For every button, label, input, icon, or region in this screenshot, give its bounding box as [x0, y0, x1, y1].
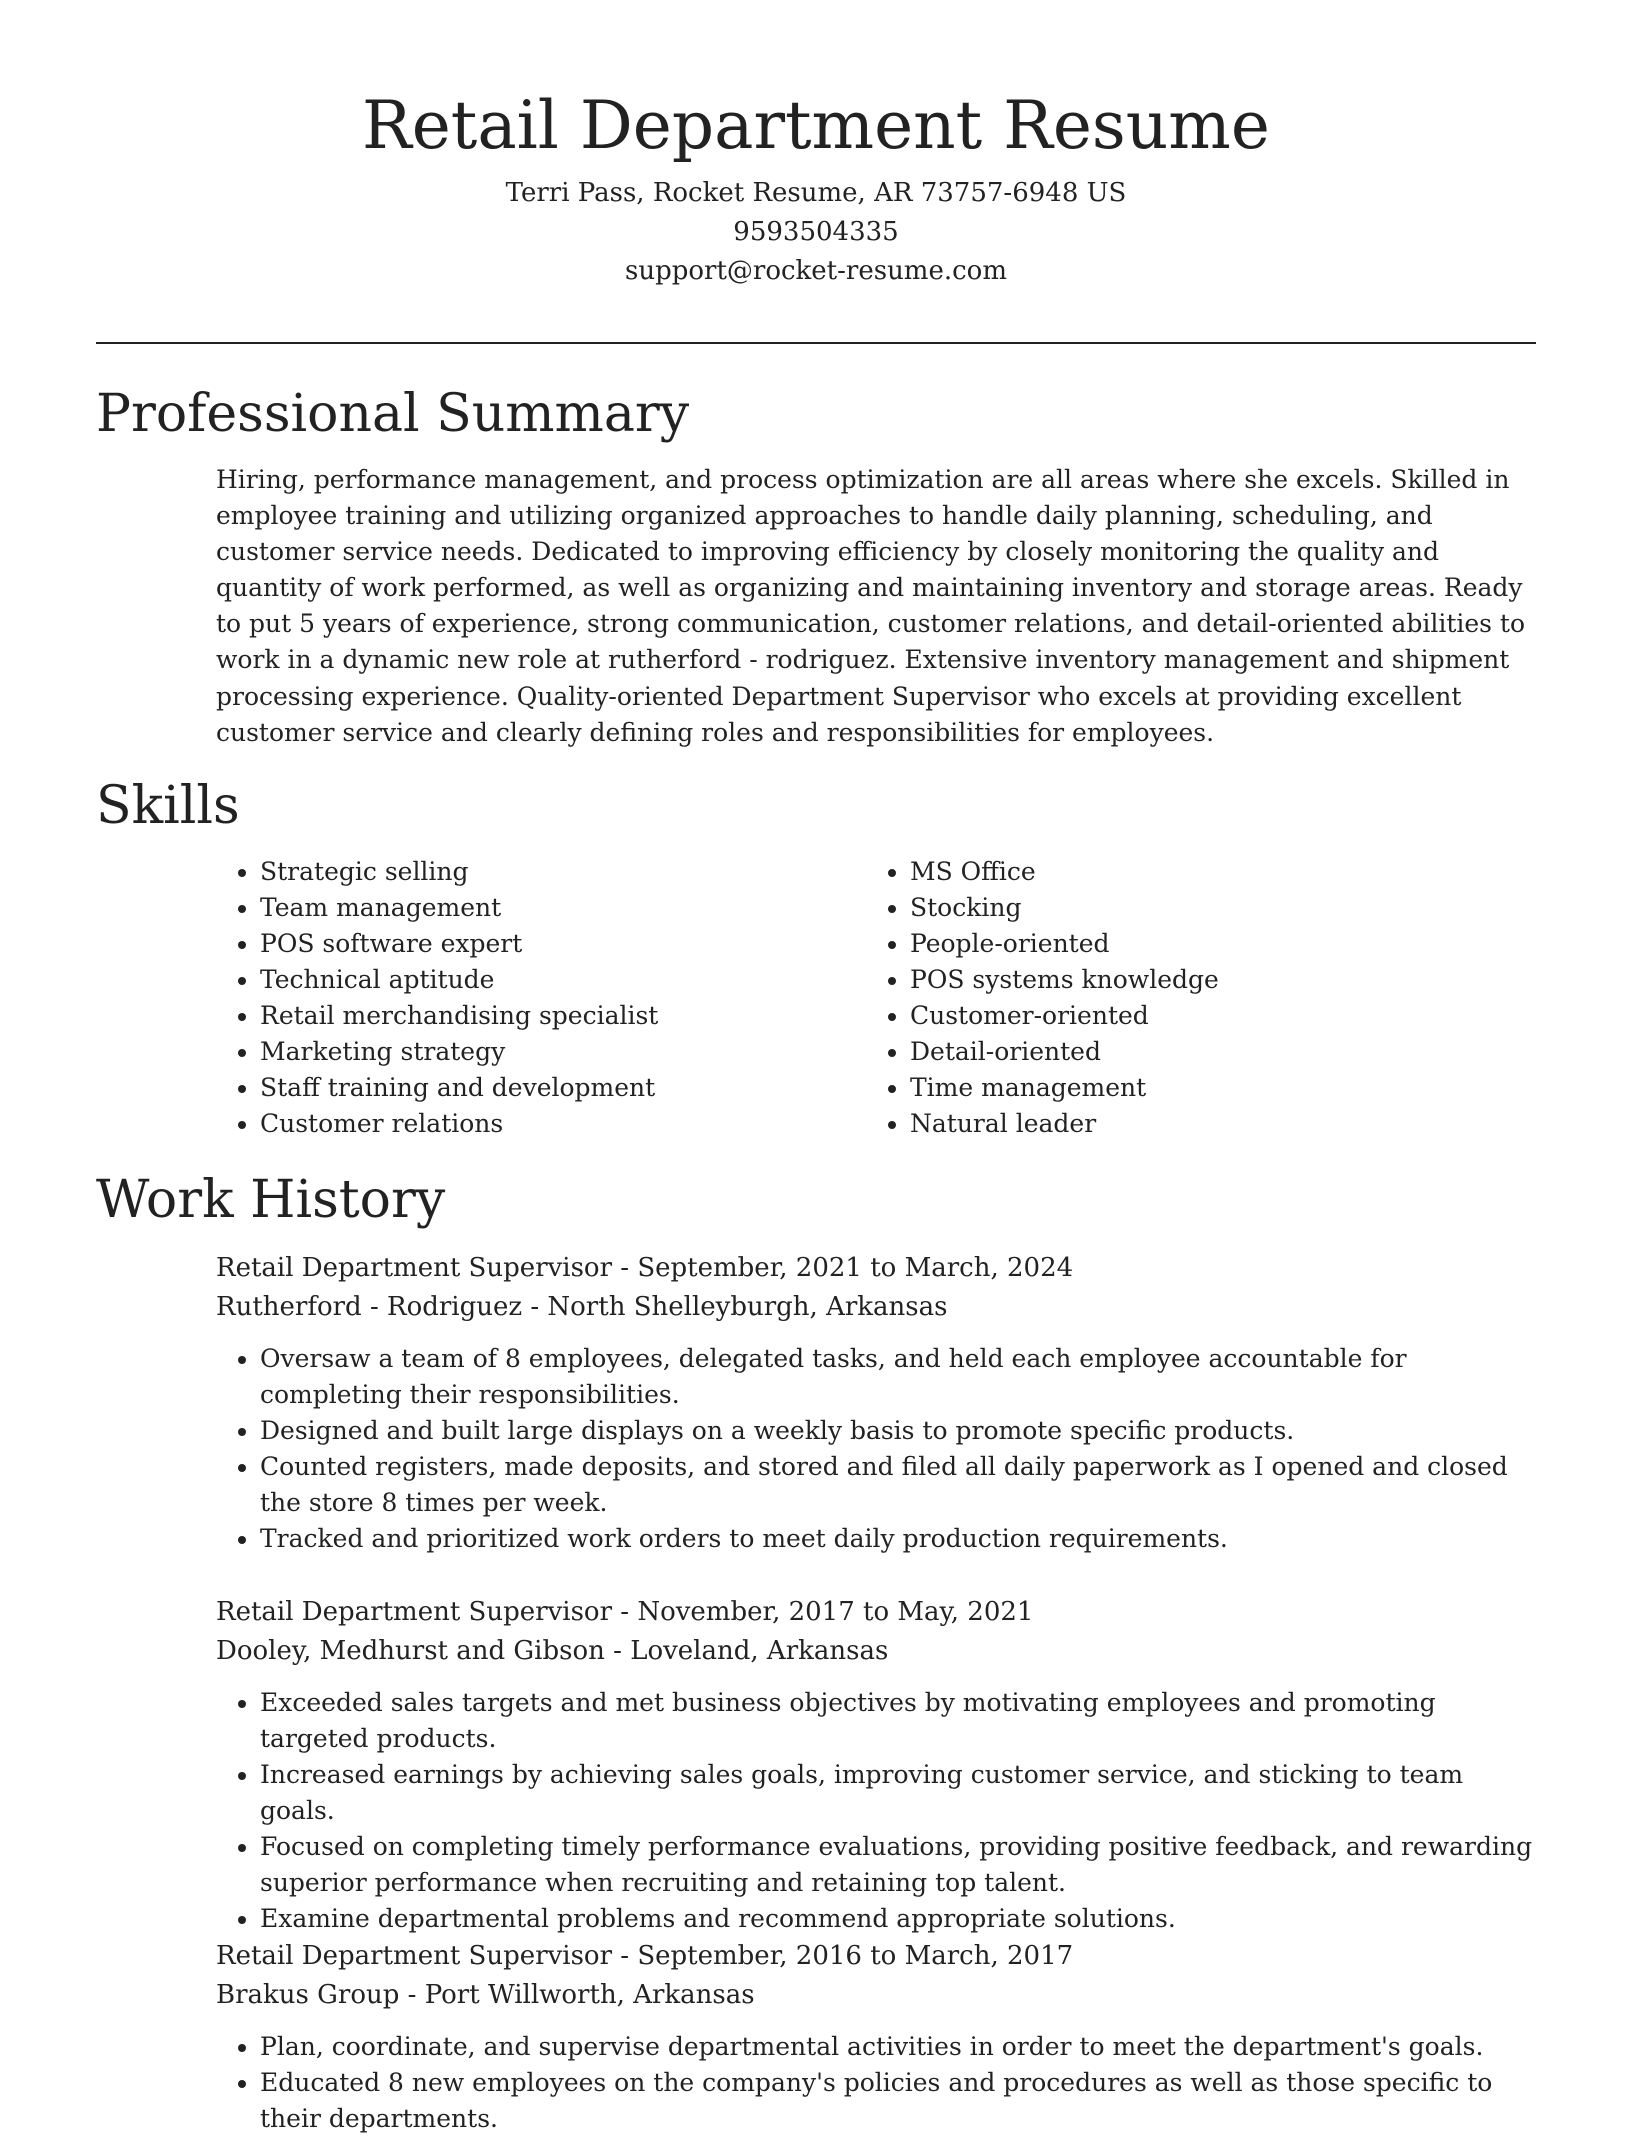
skill-item: • POS software expert — [260, 926, 658, 962]
resume-header — [0, 78, 1632, 291]
job-company: Dooley, Medhurst and Gibson — [216, 1636, 605, 1666]
job-title-line — [216, 1593, 1536, 1632]
skill-item: • Strategic selling — [260, 854, 658, 890]
job-entry — [216, 1937, 1536, 2137]
skill-item: • People-oriented — [910, 926, 1219, 962]
skill-item: • Time management — [910, 1070, 1219, 1106]
job-company: Brakus Group — [216, 1980, 400, 2010]
job-bullet: • Oversaw a team of 8 employees, delegated tasks, and held each employee accountable for completing their responsibilities. — [260, 1341, 1536, 1413]
job-bullet: • Exceeded sales targets and met business objectives by motivating employees and promoting targeted products. — [260, 1685, 1536, 1757]
skill-item: • Natural leader — [910, 1106, 1219, 1142]
job-title: Retail Department Supervisor — [216, 1597, 613, 1627]
skill-item: • MS Office — [910, 854, 1219, 890]
header-divider — [96, 342, 1536, 344]
job-dates: - September, 2016 to March, 2017 — [612, 1941, 1074, 1971]
job-dates: - November, 2017 to May, 2021 — [612, 1597, 1034, 1627]
job-bullet: • Focused on completing timely performance evaluations, providing positive feedback, and rewarding superior performance when recruiting and retaining top talent. — [260, 1829, 1536, 1901]
job-title: Retail Department Supervisor — [216, 1941, 613, 1971]
skills-heading: Skills — [96, 776, 240, 836]
skill-item: • Team management — [260, 890, 658, 926]
skill-item: • Staff training and development — [260, 1070, 658, 1106]
contact-email: support@rocket-resume.com — [624, 256, 1007, 286]
job-title-line — [216, 1937, 1536, 1976]
summary-text: Hiring, performance management, and process optimization are all areas where she excels. Skilled in employee training and utilizing organized approaches to handle daily planning, scheduling, and customer service needs. Dedicated to improving efficiency by closely monitoring the quality and quantity of work performed, as well as organizing and maintaining inventory and storage areas. Ready to put 5 years of experience, strong communication, customer relations, and detail-oriented abilities to work in a dynamic new role at rutherford - rodriguez. Extensive inventory management and shipment processing experience. Quality-oriented Department Supervisor who excels at providing excellent customer service and clearly defining roles and responsibilities for employees. — [216, 465, 1526, 747]
job-entry — [216, 1249, 1536, 1557]
job-location: - North Shelleyburgh, Arkansas — [522, 1292, 948, 1322]
job-company-line — [216, 1632, 1536, 1671]
job-bullet: • Plan, coordinate, and supervise departmental activities in order to meet the department's goals. — [260, 2029, 1536, 2065]
job-responsibilities — [216, 2029, 1536, 2137]
skill-item: • Customer-oriented — [910, 998, 1219, 1034]
job-responsibilities — [216, 1341, 1536, 1557]
job-bullet: • Tracked and prioritized work orders to meet daily production requirements. — [260, 1521, 1536, 1557]
job-bullet: • Designed and built large displays on a weekly basis to promote specific products. — [260, 1413, 1536, 1449]
skill-item: • Retail merchandising specialist — [260, 998, 658, 1034]
skill-item: • Technical aptitude — [260, 962, 658, 998]
job-dates: - September, 2021 to March, 2024 — [612, 1253, 1074, 1283]
job-company-line — [216, 1288, 1536, 1327]
contact-address: Terri Pass, Rocket Resume, AR 73757-6948 US — [505, 178, 1127, 208]
job-company-line — [216, 1976, 1536, 2015]
job-bullet: • Examine departmental problems and recommend appropriate solutions. — [260, 1901, 1536, 1937]
skill-item: • POS systems knowledge — [910, 962, 1219, 998]
job-company: Rutherford - Rodriguez — [216, 1292, 523, 1322]
job-title-line — [216, 1249, 1536, 1288]
skill-item: • Detail-oriented — [910, 1034, 1219, 1070]
skills-list-left — [216, 854, 658, 1142]
job-bullet: • Counted registers, made deposits, and stored and filed all daily paperwork as I opened and closed the store 8 times per week. — [260, 1449, 1536, 1521]
skills-list-right — [866, 854, 1219, 1142]
job-location: - Loveland, Arkansas — [604, 1636, 889, 1666]
job-title: Retail Department Supervisor — [216, 1253, 613, 1283]
job-entry — [216, 1593, 1536, 1937]
job-location: - Port Willworth, Arkansas — [399, 1980, 755, 2010]
job-bullet: • Educated 8 new employees on the company's policies and procedures as well as those specific to their departments. — [260, 2065, 1536, 2137]
resume-title: Retail Department Resume — [362, 87, 1270, 164]
skill-item: • Customer relations — [260, 1106, 658, 1142]
job-responsibilities — [216, 1685, 1536, 1937]
summary-heading: Professional Summary — [96, 384, 690, 444]
skill-item: • Marketing strategy — [260, 1034, 658, 1070]
job-bullet: • Increased earnings by achieving sales goals, improving customer service, and sticking to team goals. — [260, 1757, 1536, 1829]
skill-item: • Stocking — [910, 890, 1219, 926]
work-history-heading: Work History — [96, 1170, 446, 1230]
contact-phone: 9593504335 — [733, 217, 899, 247]
